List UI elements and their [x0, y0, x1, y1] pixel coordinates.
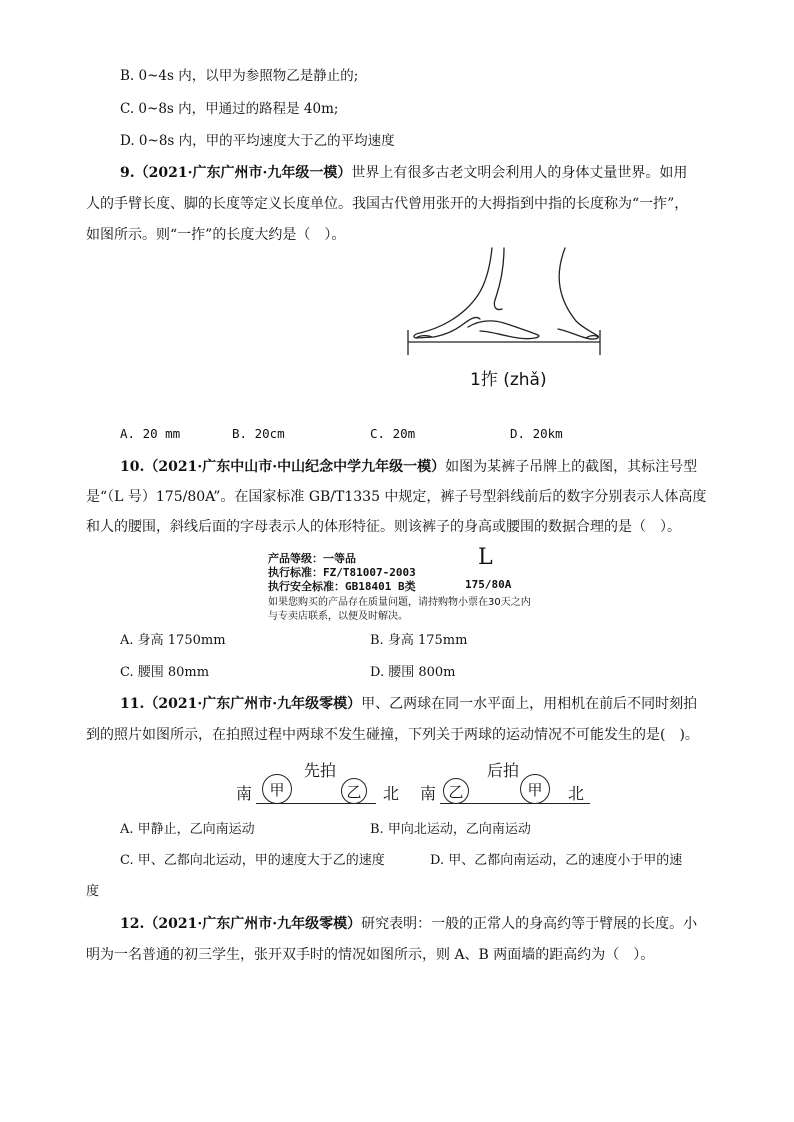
- q10-option-d: D. 腰围 800m: [370, 665, 456, 680]
- q9-line1: [120, 162, 687, 184]
- second-photo-title: 后拍: [487, 761, 520, 780]
- q10-option-a: A. 身高 1750mm: [120, 633, 226, 648]
- q12-line1: [120, 913, 697, 935]
- q9-option-a: A. 20 mm: [120, 426, 181, 441]
- q10-line1: [120, 456, 697, 478]
- first-photo-title: 先拍: [304, 761, 337, 780]
- q9-source: 9.（2021·广东广州市·九年级一模）: [120, 165, 352, 181]
- q9-text-1: 世界上有很多古老文明会利用人的身体丈量世界。如用: [351, 165, 688, 181]
- q11-option-a: A. 甲静止，乙向南运动: [120, 822, 255, 837]
- first-photo-south: 南: [236, 784, 253, 803]
- first-photo-ball-yi: 乙: [341, 778, 367, 804]
- tag-note-2: 与专卖店联系，以便及时解决。: [268, 611, 408, 622]
- q9-option-c: C. 20m: [370, 426, 416, 441]
- tag-grade: 产品等级：一等品: [268, 552, 356, 565]
- tag-size-code: 175/80A: [465, 578, 512, 591]
- q11-option-d-wrap: 度: [86, 884, 100, 899]
- q8-option-b: B. 0~4s 内，以甲为参照物乙是静止的;: [120, 68, 359, 84]
- q11-option-d: D. 甲、乙都向南运动，乙的速度小于甲的速: [430, 853, 683, 868]
- second-photo-south: 南: [420, 784, 437, 803]
- q11-option-b: B. 甲向北运动，乙向南运动: [370, 822, 531, 837]
- q12-text-1: 研究表明：一般的正常人的身高约等于臂展的长度。小: [361, 916, 698, 932]
- q11-text-1: 甲、乙两球在同一水平面上，用相机在前后不同时刻拍: [361, 696, 698, 712]
- tag-size-letter: L: [478, 545, 493, 570]
- q9-line3: 如图所示。则“一拃”的长度大约是（ ）。: [86, 227, 346, 243]
- first-photo-north: 北: [383, 784, 400, 803]
- q10-line3: 和人的腰围，斜线后面的字母表示人的体形特征。则该裤子的身高或腰围的数据合理的是（ ）。: [86, 519, 681, 535]
- q10-line2: 是“（L 号）175/80A”。在国家标准 GB/T1335 中规定，裤子号型斜线前后的数字分别表示人体高度: [86, 489, 707, 505]
- second-photo-north: 北: [568, 784, 585, 803]
- hand-span-label: 1拃 (zhǎ): [470, 370, 547, 390]
- q9-option-d: D. 20km: [510, 426, 563, 441]
- q9-line2: 人的手臂长度、脚的长度等定义长度单位。我国古代曾用张开的大拇指到中指的长度称为“一拃”，: [86, 196, 689, 212]
- second-photo-ball-yi: 乙: [443, 778, 469, 804]
- tag-note-1: 如果您购买的产品存在质量问题，请持购物小票在30天之内: [268, 597, 531, 608]
- q11-line2: 到的照片如图所示，在拍照过程中两球不发生碰撞，下列关于两球的运动情况不可能发生的是( )。: [86, 727, 699, 743]
- q10-option-b: B. 身高 175mm: [370, 633, 468, 648]
- q10-source: 10.（2021·广东中山市·中山纪念中学九年级一模）: [120, 459, 446, 475]
- tag-standard: 执行标准：FZ/T81007-2003: [268, 566, 416, 579]
- q12-line2: 明为一名普通的初三学生，张开双手时的情况如图所示，则 A、B 两面墙的距高约为（ ）。: [86, 947, 655, 963]
- second-photo-ball-jia: 甲: [520, 774, 550, 804]
- q9-option-b: B. 20cm: [232, 426, 285, 441]
- q10-option-c: C. 腰围 80mm: [120, 665, 210, 680]
- q11-option-c: C. 甲、乙都向北运动，甲的速度大于乙的速度: [120, 853, 385, 868]
- tag-safety: 执行安全标准：GB18401 B类: [268, 580, 416, 593]
- q10-text-1: 如图为某裤子吊牌上的截图，其标注号型: [445, 459, 698, 475]
- q12-source: 12.（2021·广东广州市·九年级零模）: [120, 916, 362, 932]
- q11-line1: [120, 693, 697, 715]
- q8-option-c: C. 0~8s 内，甲通过的路程是 40m;: [120, 101, 339, 117]
- q11-source: 11.（2021·广东广州市·九年级零模）: [120, 696, 362, 712]
- first-photo-ball-jia: 甲: [262, 774, 292, 804]
- q8-option-d: D. 0~8s 内，甲的平均速度大于乙的平均速度: [120, 133, 395, 149]
